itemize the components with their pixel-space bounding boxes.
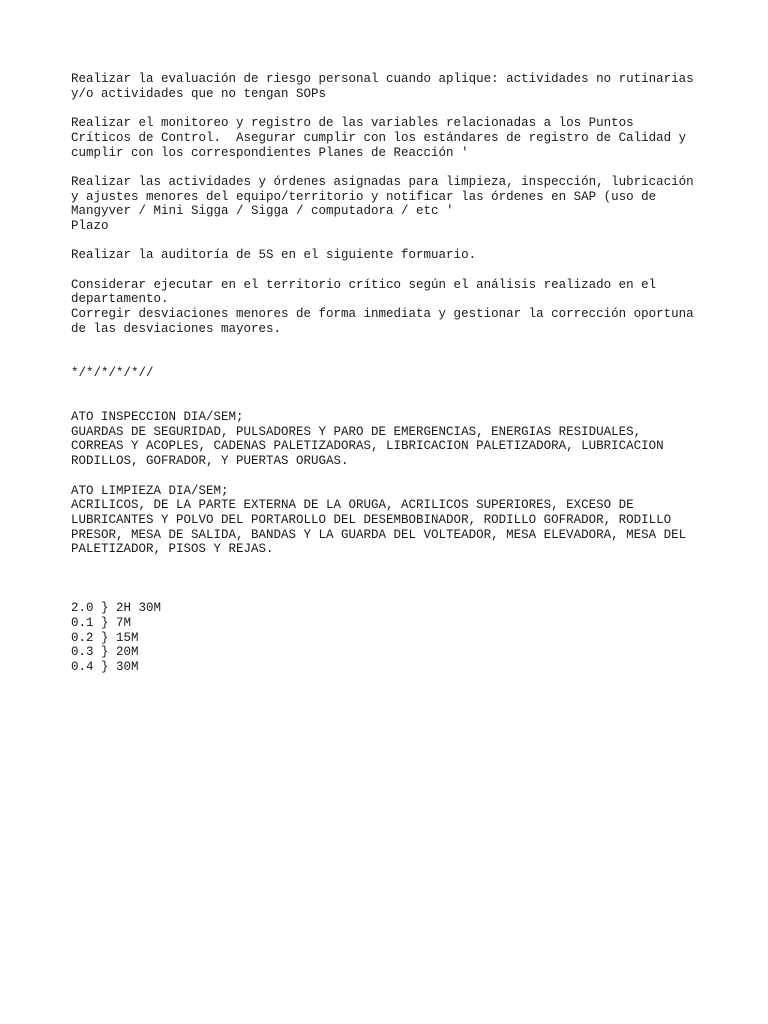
- paragraph-5s-audit: Realizar la auditoría de 5S en el siguiente formuario.: [71, 248, 477, 263]
- document-page: [71, 72, 711, 675]
- paragraph-activities-orders: Realizar las actividades y órdenes asignadas para limpieza, inspección, lubricación y ajustes menores del equipo/territorio y notificar las órdenes en SAP (uso de Mangyver / Mini Sigga / Sigga / computadora / etc ' Plazo: [71, 174, 694, 233]
- time-list: 2.0 } 2H 30M 0.1 } 7M 0.2 } 15M 0.3 } 20M 0.4 } 30M: [71, 601, 162, 674]
- separator-line: */*/*/*/*//: [71, 365, 154, 380]
- paragraph-cleaning: ATO LIMPIEZA DIA/SEM; ACRILICOS, DE LA PARTE EXTERNA DE LA ORUGA, ACRILICOS SUPERIORES, EXCESO DE LUBRICANTES Y POLVO DEL PORTAROLLO DEL DESEMBOBINADOR, RODILLO GOFRADOR, RODILLO PRESOR, MESA DE SALIDA, BANDAS Y LA GUARDA DEL VOLTEADOR, MESA ELEVADORA, MESA DEL PALETIZADOR, PISOS Y REJAS.: [71, 483, 687, 557]
- paragraph-control-points: Realizar el monitoreo y registro de las variables relacionadas a los Puntos Críticos de Control. Asegurar cumplir con los estándares de registro de Calidad y cumplir con los correspondientes Planes de Reacción ': [71, 116, 687, 160]
- paragraph-risk-evaluation: Realizar la evaluación de riesgo personal cuando aplique: actividades no rutinarias y/o actividades que no tengan SOPs: [71, 72, 694, 101]
- paragraph-critical-territory: Considerar ejecutar en el territorio crítico según el análisis realizado en el departamento. Corregir desviaciones menores de forma inmediata y gestionar la corrección oportuna de las desviaciones mayores.: [71, 277, 694, 336]
- paragraph-inspection: ATO INSPECCION DIA/SEM; GUARDAS DE SEGURIDAD, PULSADORES Y PARO DE EMERGENCIAS, ENERGIAS RESIDUALES, CORREAS Y ACOPLES, CADENAS PALETIZADORAS, LIBRICACION PALETIZADORA, LUBRICACION RODILLOS, GOFRADOR, Y PUERTAS ORUGAS.: [71, 410, 664, 469]
